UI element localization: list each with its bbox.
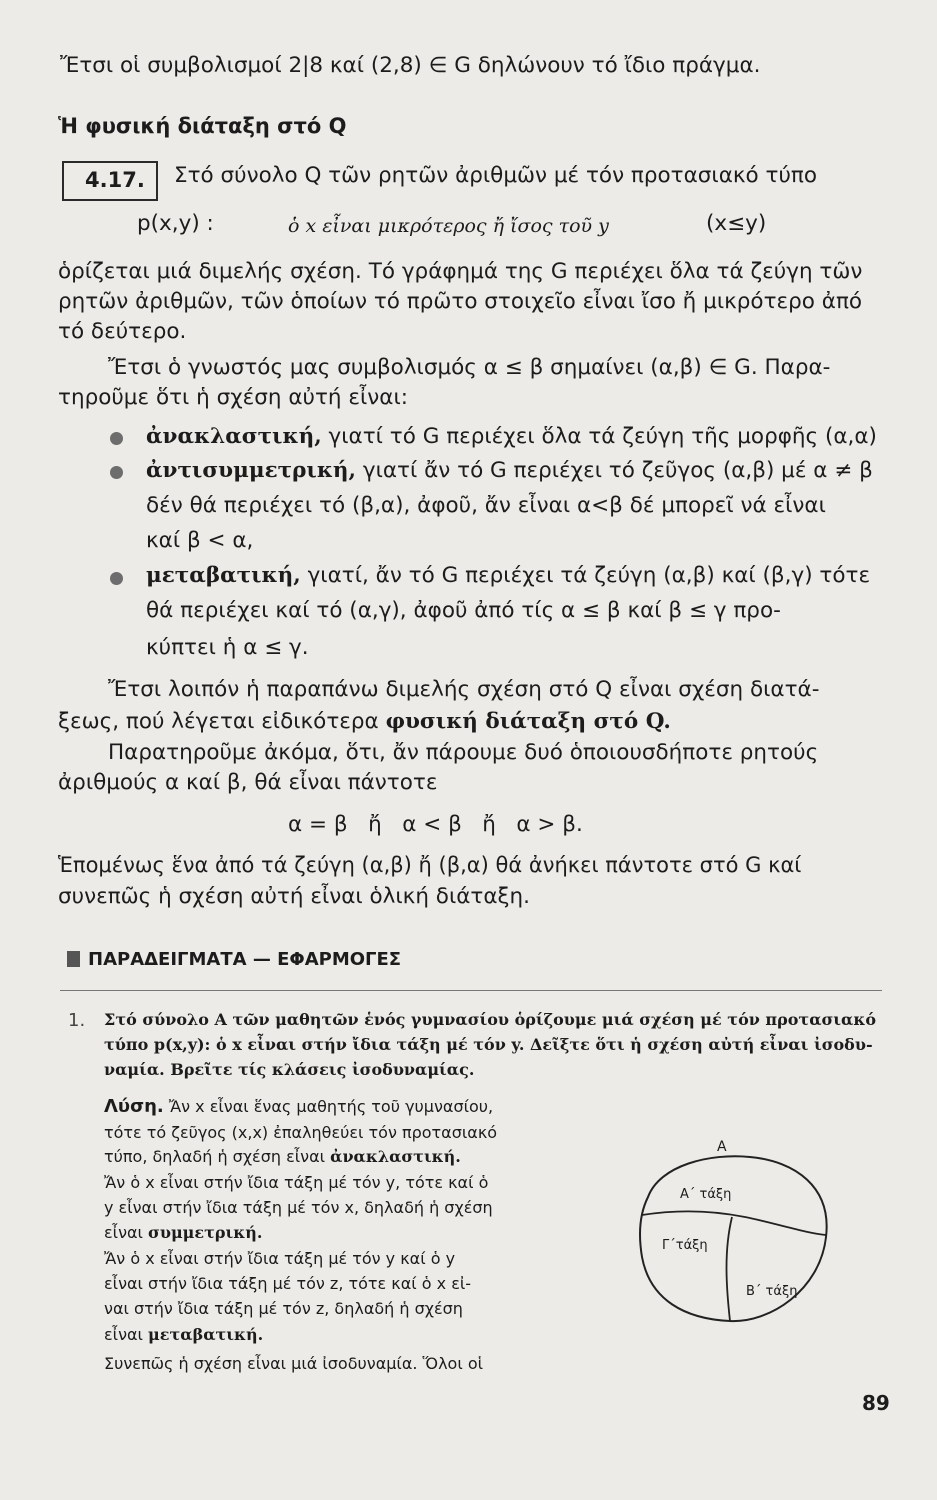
partition-line-1 bbox=[642, 1211, 826, 1235]
property-antisymmetric bbox=[146, 457, 873, 485]
bullet-icon bbox=[110, 466, 123, 479]
property-transitive-l2: θά περιέχει καί τό (α,γ), ἀφοῦ ἀπό τίς α ≤ β καί β ≤ γ προ- bbox=[146, 598, 781, 623]
s417-line5: τό δεύτερο. bbox=[58, 319, 187, 344]
property-antisymmetric-l2: δέν θά περιέχει τό (β,α), ἀφοῦ, ἄν εἶναι α<β δέ μπορεῖ νά εἶναι bbox=[146, 493, 826, 518]
solution-line3 bbox=[104, 1146, 461, 1168]
s417-line4: ρητῶν ἀριθμῶν, τῶν ὁποίων τό πρῶτο στοιχεῖο εἶναι ἴσο ἤ μικρότερο ἀπό bbox=[58, 289, 863, 314]
page-number: 89 bbox=[862, 1391, 890, 1415]
s417-line6: Ἔτσι ὁ γνωστός μας συμβολισμός α ≤ β σημαίνει (α,β) ∈ G. Παρα- bbox=[108, 355, 831, 380]
example-number: 1. bbox=[68, 1010, 86, 1031]
class-c-label: Γ΄τάξη bbox=[662, 1238, 708, 1253]
property-text: γιατί τό G περιέχει ὅλα τά ζεύγη τῆς μορφῆς (α,α) bbox=[321, 424, 877, 449]
section-number: 4.17. bbox=[85, 168, 145, 192]
line9-text: ξεως, πού λέγεται εἰδικότερα bbox=[58, 709, 386, 734]
s417-line9 bbox=[58, 708, 671, 736]
solution-line11: Συνεπῶς ἡ σχέση εἶναι μιά ἰσοδυναμία. Ὅλοι οἱ bbox=[104, 1354, 484, 1373]
s417-line14: συνεπῶς ἡ σχέση αὐτή εἶναι ὁλική διάταξη. bbox=[58, 884, 530, 909]
solution-line2: τότε τό ζεῦγος (x,x) ἐπαληθεύει τόν προτασιακό bbox=[104, 1123, 498, 1142]
solution-text: Ἄν x εἶναι ἕνας μαθητής τοῦ γυμνασίου, bbox=[163, 1097, 494, 1116]
property-term: ἀνακλαστική, bbox=[146, 424, 322, 449]
solution-term: ἀνακλαστική. bbox=[330, 1147, 461, 1166]
section-marker-icon bbox=[67, 951, 80, 967]
solution-label: Λύση. bbox=[104, 1096, 164, 1117]
solution-line10 bbox=[104, 1324, 263, 1346]
partition-line-2 bbox=[727, 1217, 733, 1321]
bullet-icon bbox=[110, 432, 123, 445]
property-text: γιατί ἄν τό G περιέχει τό ζεῦγος (α,β) μέ α ≠ β bbox=[356, 458, 873, 483]
example-q3: ναμία. Βρεῖτε τίς κλάσεις ἰσοδυναμίας. bbox=[104, 1060, 475, 1079]
solution-line8: εἶναι στήν ἴδια τάξη μέ τόν z, τότε καί ὁ x εἰ- bbox=[104, 1274, 472, 1293]
property-reflexive bbox=[146, 423, 877, 451]
property-term: μεταβατική, bbox=[146, 563, 301, 588]
set-label: A bbox=[717, 1139, 727, 1155]
example-q2: τύπο p(x,y): ὁ x εἶναι στήν ἴδια τάξη μέ τόν y. Δεῖξτε ὅτι ἡ σχέση αὐτή εἶναι ἰσοδυ- bbox=[104, 1035, 873, 1054]
bullet-icon bbox=[110, 572, 123, 585]
property-transitive bbox=[146, 562, 870, 590]
s417-line12: α = β ἤ α < β ἤ α > β. bbox=[288, 812, 583, 837]
class-b-label: Β΄ τάξη bbox=[746, 1284, 798, 1299]
solution-line5: y εἶναι στήν ἴδια τάξη μέ τόν x, δηλαδή ἡ σχέση bbox=[104, 1198, 493, 1217]
line9-term: φυσική διάταξη στό Q. bbox=[385, 709, 671, 734]
s417-formula-lhs: p(x,y) : bbox=[137, 211, 214, 236]
section-divider bbox=[60, 990, 882, 991]
solution-text: εἶναι bbox=[104, 1223, 149, 1242]
section-heading: Ἡ φυσική διάταξη στό Q bbox=[58, 114, 347, 138]
solution-line6 bbox=[104, 1222, 262, 1244]
equivalence-classes-diagram bbox=[620, 1125, 860, 1345]
s417-formula-sym: (x≤y) bbox=[706, 211, 767, 236]
property-antisymmetric-l3: καί β < α, bbox=[146, 528, 254, 553]
intro-line: Ἔτσι οἱ συμβολισμοί 2|8 καί (2,8) ∈ G δηλώνουν τό ἴδιο πράγμα. bbox=[60, 53, 761, 78]
solution-term: συμμετρική. bbox=[148, 1223, 263, 1242]
solution-line7: Ἄν ὁ x εἶναι στήν ἴδια τάξη μέ τόν y καί ὁ y bbox=[104, 1249, 456, 1268]
examples-heading: ΠΑΡΑΔΕΙΓΜΑΤΑ — ΕΦΑΡΜΟΓΕΣ bbox=[88, 949, 402, 970]
example-q1: Στό σύνολο A τῶν μαθητῶν ἑνός γυμνασίου ὁρίζουμε μιά σχέση μέ τόν προτασιακό bbox=[104, 1010, 877, 1029]
s417-formula-text: ὁ x εἶναι μικρότερος ἤ ἴσος τοῦ y bbox=[288, 215, 609, 237]
solution-text: εἶναι bbox=[104, 1325, 149, 1344]
solution-term: μεταβατική. bbox=[148, 1325, 264, 1344]
s417-line3: ὁρίζεται μιά διμελής σχέση. Τό γράφημά της G περιέχει ὅλα τά ζεύγη τῶν bbox=[58, 259, 863, 284]
solution-line4: Ἄν ὁ x εἶναι στήν ἴδια τάξη μέ τόν y, τότε καί ὁ bbox=[104, 1173, 489, 1192]
solution-line9: ναι στήν ἴδια τάξη μέ τόν z, δηλαδή ἡ σχέση bbox=[104, 1299, 463, 1318]
property-transitive-l3: κύπτει ἡ α ≤ γ. bbox=[146, 635, 309, 660]
s417-line11: ἀριθμούς α καί β, θά εἶναι πάντοτε bbox=[58, 770, 438, 795]
s417-line10: Παρατηροῦμε ἀκόμα, ὅτι, ἄν πάρουμε δυό ὁποιουσδήποτε ρητούς bbox=[108, 740, 819, 765]
s417-line7: τηροῦμε ὅτι ἡ σχέση αὐτή εἶναι: bbox=[58, 385, 408, 410]
solution-line1 bbox=[104, 1096, 493, 1118]
s417-line13: Ἑπομένως ἕνα ἀπό τά ζεύγη (α,β) ἤ (β,α) θά ἀνήκει πάντοτε στό G καί bbox=[58, 853, 802, 877]
s417-line1: Στό σύνολο Q τῶν ρητῶν ἀριθμῶν μέ τόν προτασιακό τύπο bbox=[174, 163, 818, 188]
property-term: ἀντισυμμετρική, bbox=[146, 458, 357, 483]
s417-line8: Ἔτσι λοιπόν ἡ παραπάνω διμελής σχέση στό Q εἶναι σχέση διατά- bbox=[108, 677, 820, 702]
solution-text: τύπο, δηλαδή ἡ σχέση εἶναι bbox=[104, 1147, 331, 1166]
property-text: γιατί, ἄν τό G περιέχει τά ζεύγη (α,β) καί (β,γ) τότε bbox=[300, 563, 871, 588]
class-a-label: Α΄ τάξη bbox=[680, 1187, 732, 1202]
